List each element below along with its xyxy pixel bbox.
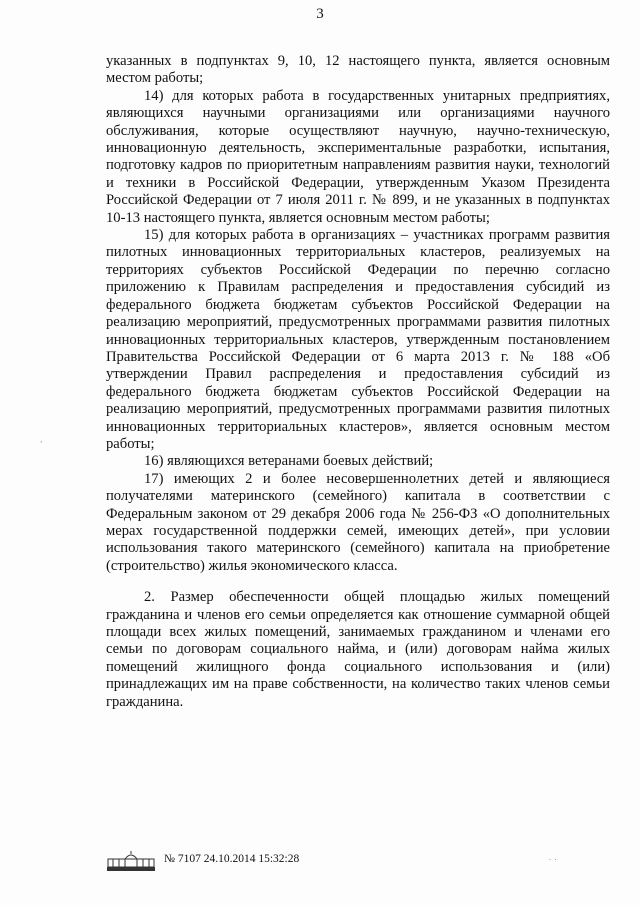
government-building-icon — [106, 850, 156, 872]
paragraph: 14) для которых работа в государственных унитарных предприятиях, являющихся научными организациями или организациями научного обслуживания, которые осуществляют научную, научно-техническую, инновационную деятельность, экспериментальные разработки, испытания, подготовку кадров по приоритетным направлениям развития науки, технологий и техники в Российской Федерации, утвержденным Указом Президента Российской Федерации от 7 июля 2011 г. № 899, и не указанных в подпунктах 10-13 настоящего пункта, является основным местом работы; — [106, 87, 610, 226]
paragraph: 15) для которых работа в организациях – участниках программ развития пилотных инновационных территориальных кластеров, реализуемых на территориях субъектов Российской Федерации по перечню согласно приложению к Правилам распределения и предоставления субсидий из федерального бюджета бюджетам субъектов Российской Федерации на реализацию мероприятий, предусмотренных программами развития пилотных инновационных территориальных кластеров, утвержденным постановлением Правительства Российской Федерации от 6 марта 2013 г. № 188 «Об утверждении Правил распределения и предоставления субсидий из федерального бюджета бюджетам субъектов Российской Федерации на реализацию мероприятий, предусмотренных программами развития пилотных инновационных территориальных кластеров», является основным местом работы; — [106, 227, 610, 452]
paragraph: 2. Размер обеспеченности общей площадью жилых помещений гражданина и членов его семьи определяется как отношение суммарной общей площади всех жилых помещений, занимаемых гражданином и членами его семьи по договорам социального найма, и (или) договорам найма жилых помещений жилищного фонда социального использования и (или) принадлежащих им на праве собственности, на количество таких членов семьи гражданина. — [106, 589, 610, 710]
paragraph: указанных в подпунктах 9, 10, 12 настоящего пункта, является основным местом работы; — [106, 53, 610, 87]
footer-stamp — [106, 850, 406, 874]
paragraph: 17) имеющих 2 и более несовершеннолетних детей и являющиеся получателями материнского (семейного) капитала в соответствии с Федеральным законом от 29 декабря 2006 года № 256-ФЗ «О дополнительных мерах государственной поддержки семей, имеющих детей», при условии использования такого материнского (семейного) капитала на приобретение (строительство) жилья экономического класса. — [106, 470, 610, 574]
scan-mark: ˋ — [40, 440, 43, 450]
page-number: 3 — [316, 6, 324, 22]
document-body — [106, 53, 610, 711]
scan-mark: ˙ ˙ — [549, 858, 558, 868]
registration-stamp: № 7107 24.10.2014 15:32:28 — [164, 853, 300, 865]
paragraph: 16) являющихся ветеранами боевых действий; — [144, 453, 434, 470]
